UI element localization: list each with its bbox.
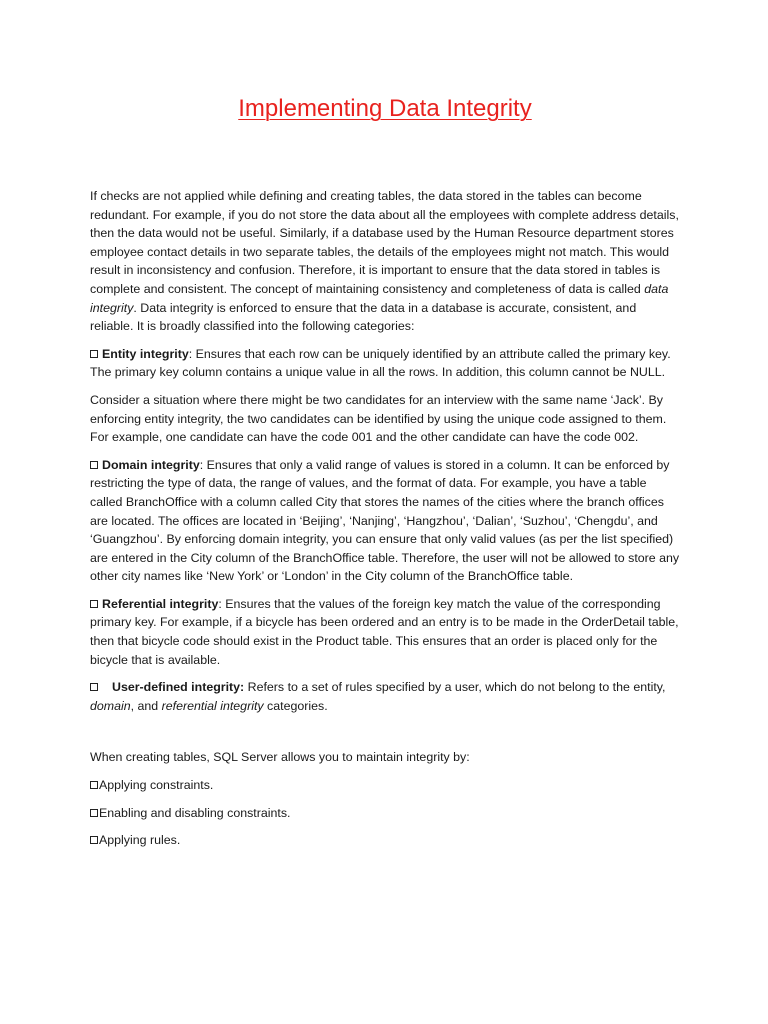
entity-example-paragraph: Consider a situation where there might be two candidates for an interview with the same name ‘Jack’. By enforcing entity integrity, the two candidates can be identified by using the unique code assigned to them. For example, one candidate can have the code 001 and the other candidate can have the code 002. — [90, 392, 667, 445]
method-label: Applying rules. — [99, 833, 181, 848]
user-defined-text-1: Refers to a set of rules specified by a user, which do not belong to the entity, — [244, 680, 666, 695]
checkbox-bullet-icon — [90, 809, 98, 817]
intro-text-1: If checks are not applied while defining and creating tables, the data stored in the tables can become redundant. For example, if you do not store the data about all the employees with complete address details, then the data would not be useful. Similarly, if a database used by the Human Resource department stores employee contact details in two separate tables, the details of the employees might not match. This would result in inconsistency and confusion. Therefore, it is important to ensure that the data stored in tables is complete and consistent. The concept of maintaining consistency and completeness of data is called — [90, 189, 679, 296]
checkbox-bullet-icon — [90, 836, 98, 844]
method-label: Enabling and disabling constraints. — [99, 805, 291, 820]
document-body — [90, 187, 680, 859]
referential-integrity-label: Referential integrity — [102, 596, 219, 611]
domain-integrity-text: : Ensures that only a valid range of values is stored in a column. It can be enforced by restricting the type of data, the range of values, and the format of data. For example, you have a table called BranchOffice with a column called City that stores the names of the cities where the branch offices are located. The offices are located in ‘Beijing’, ‘Nanjing’, ‘Hangzhou’, ‘Dalian’, ‘Suzhou’, ‘Chengdu’, and ‘Guangzhou’. By enforcing domain integrity, you can ensure that only valid values (as per the list specified) are entered in the City column of the BranchOffice table. Therefore, the user will not be allowed to store any other city names like ‘New York’ or ‘London’ in the City column of the BranchOffice table. — [90, 457, 680, 584]
checkbox-bullet-icon — [90, 600, 98, 608]
user-defined-text-3: categories. — [263, 698, 328, 713]
user-defined-term-2: referential integrity — [161, 698, 264, 713]
user-defined-text-2: , and — [130, 698, 162, 713]
user-defined-term-1: domain — [90, 698, 131, 713]
entity-integrity-item — [90, 345, 680, 382]
intro-term: data integrity — [90, 281, 669, 315]
sql-intro-paragraph: When creating tables, SQL Server allows you to maintain integrity by: — [90, 750, 470, 765]
entity-integrity-label: Entity integrity — [102, 346, 189, 361]
intro-text-2: . Data integrity is enforced to ensure that the data in a database is accurate, consistent, and reliable. It is broadly classified into the following categories: — [90, 300, 637, 334]
user-defined-integrity-item — [90, 678, 680, 715]
domain-integrity-label: Domain integrity — [102, 457, 200, 472]
intro-paragraph — [90, 187, 680, 336]
checkbox-bullet-icon — [90, 683, 98, 691]
checkbox-bullet-icon — [90, 781, 98, 789]
referential-integrity-item — [90, 595, 680, 669]
method-item — [90, 804, 680, 823]
spacer — [90, 724, 680, 748]
checkbox-bullet-icon — [90, 461, 98, 469]
entity-integrity-text: : Ensures that each row can be uniquely identified by an attribute called the primary key. The primary key column contains a unique value in all the rows. In addition, this column cannot be NULL. — [90, 346, 671, 380]
user-defined-integrity-label: User-defined integrity: — [112, 680, 245, 695]
checkbox-bullet-icon — [90, 350, 98, 358]
method-item — [90, 831, 680, 850]
domain-integrity-item — [90, 456, 680, 586]
method-item — [90, 776, 680, 795]
page-title: Implementing Data Integrity — [238, 95, 532, 122]
method-label: Applying constraints. — [99, 778, 214, 793]
referential-integrity-text: : Ensures that the values of the foreign key match the value of the corresponding primary key. For example, if a bicycle has been ordered and an entry is to be made in the OrderDetail table, then that bicycle code should exist in the Product table. This ensures that an order is placed only for the bicycle that is available. — [90, 596, 679, 667]
